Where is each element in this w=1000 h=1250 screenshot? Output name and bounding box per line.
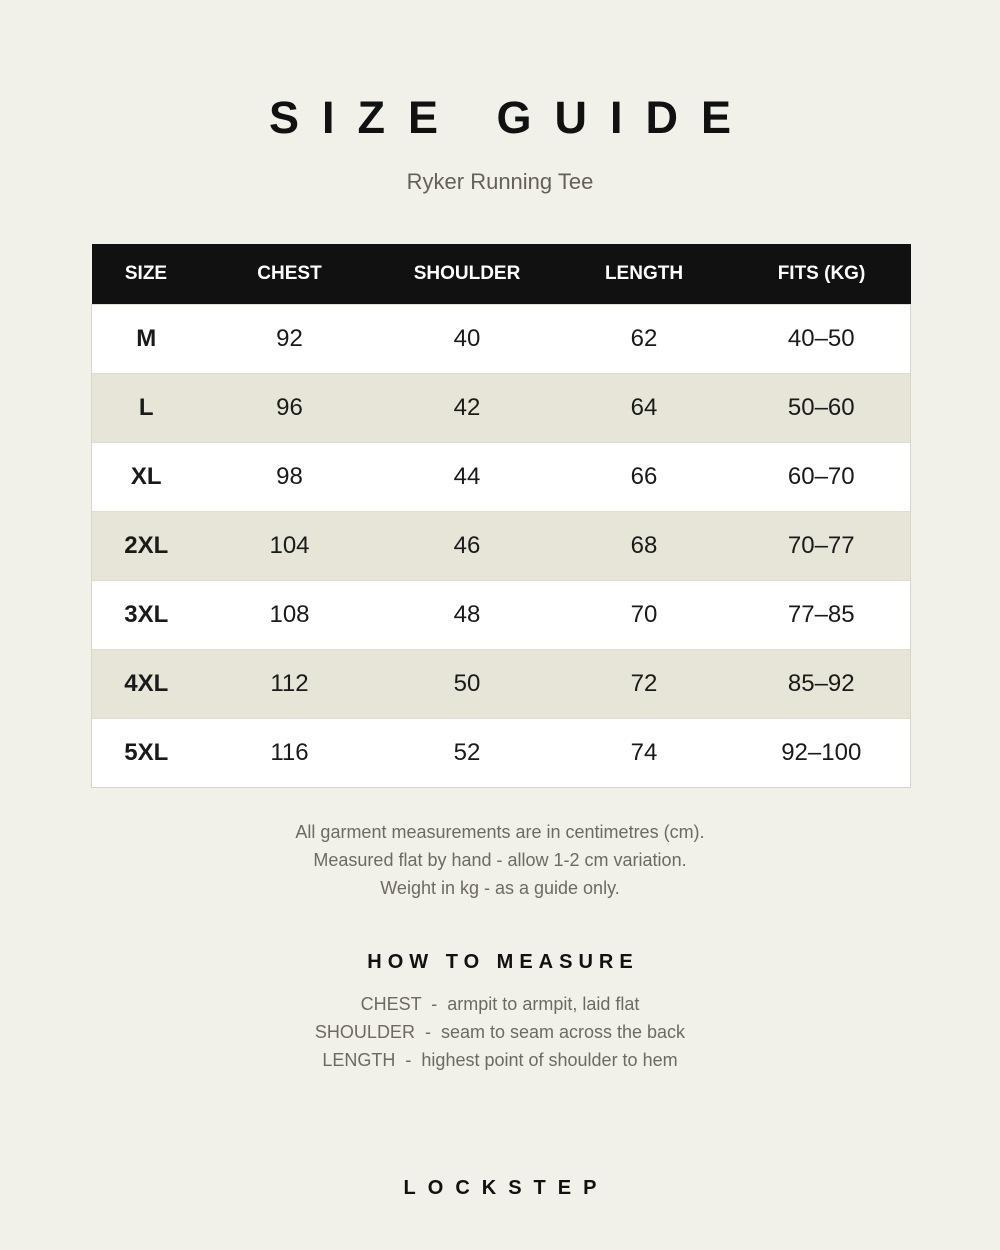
measurement-notes	[0, 818, 1000, 902]
page-title: SIZE GUIDE	[268, 92, 755, 143]
length-cell: 66	[556, 443, 733, 512]
length-cell: 64	[556, 374, 733, 443]
size-cell: M	[92, 305, 201, 374]
table-row	[92, 581, 911, 650]
measure-item: LENGTH - highest point of shoulder to hem	[322, 1050, 678, 1070]
fits-cell: 92–100	[733, 719, 911, 788]
measure-term: LENGTH	[322, 1050, 396, 1070]
column-header-size: SIZE	[92, 244, 201, 305]
chest-cell: 108	[201, 581, 379, 650]
measure-item: SHOULDER - seam to seam across the back	[314, 1022, 686, 1042]
length-cell: 70	[556, 581, 733, 650]
shoulder-cell: 46	[379, 512, 556, 581]
length-cell: 74	[556, 719, 733, 788]
fits-cell: 60–70	[733, 443, 911, 512]
length-cell: 68	[556, 512, 733, 581]
shoulder-cell: 50	[379, 650, 556, 719]
note-line: All garment measurements are in centimetres (cm).	[295, 822, 705, 842]
shoulder-cell: 52	[379, 719, 556, 788]
table-row	[92, 719, 911, 788]
fits-cell: 50–60	[733, 374, 911, 443]
chest-cell: 96	[201, 374, 379, 443]
column-header-shoulder: SHOULDER	[379, 244, 556, 305]
fits-cell: 70–77	[733, 512, 911, 581]
table-row	[92, 305, 911, 374]
chest-cell: 116	[201, 719, 379, 788]
shoulder-cell: 44	[379, 443, 556, 512]
length-cell: 62	[556, 305, 733, 374]
size-cell: L	[92, 374, 201, 443]
column-header-chest: CHEST	[201, 244, 379, 305]
chest-cell: 112	[201, 650, 379, 719]
table-row	[92, 374, 911, 443]
table-row	[92, 443, 911, 512]
brand-wordmark: LOCKSTEP	[403, 1177, 609, 1199]
how-to-measure-list	[0, 990, 1000, 1074]
size-cell: XL	[92, 443, 201, 512]
how-to-measure-heading: HOW TO MEASURE	[367, 951, 639, 973]
shoulder-cell: 42	[379, 374, 556, 443]
note-line: Weight in kg - as a guide only.	[380, 878, 620, 898]
column-header-length: LENGTH	[556, 244, 733, 305]
table-header-row	[92, 244, 911, 305]
length-cell: 72	[556, 650, 733, 719]
table-row	[92, 650, 911, 719]
measure-description: seam to seam across the back	[440, 1022, 686, 1042]
measure-description: armpit to armpit, laid flat	[447, 994, 640, 1014]
size-cell: 2XL	[92, 512, 201, 581]
chest-cell: 92	[201, 305, 379, 374]
measure-item: CHEST - armpit to armpit, laid flat	[360, 994, 640, 1014]
product-name: Ryker Running Tee	[406, 169, 594, 194]
table-row	[92, 512, 911, 581]
size-cell: 5XL	[92, 719, 201, 788]
size-chart-table	[91, 244, 911, 788]
fits-cell: 40–50	[733, 305, 911, 374]
column-header-fits: FITS (KG)	[733, 244, 911, 305]
shoulder-cell: 40	[379, 305, 556, 374]
fits-cell: 77–85	[733, 581, 911, 650]
fits-cell: 85–92	[733, 650, 911, 719]
note-line: Measured flat by hand - allow 1-2 cm variation.	[313, 850, 687, 870]
size-cell: 4XL	[92, 650, 201, 719]
measure-term: CHEST	[360, 994, 422, 1014]
chest-cell: 104	[201, 512, 379, 581]
measure-term: SHOULDER	[314, 1022, 415, 1042]
measure-description: highest point of shoulder to hem	[421, 1050, 678, 1070]
shoulder-cell: 48	[379, 581, 556, 650]
chest-cell: 98	[201, 443, 379, 512]
size-cell: 3XL	[92, 581, 201, 650]
